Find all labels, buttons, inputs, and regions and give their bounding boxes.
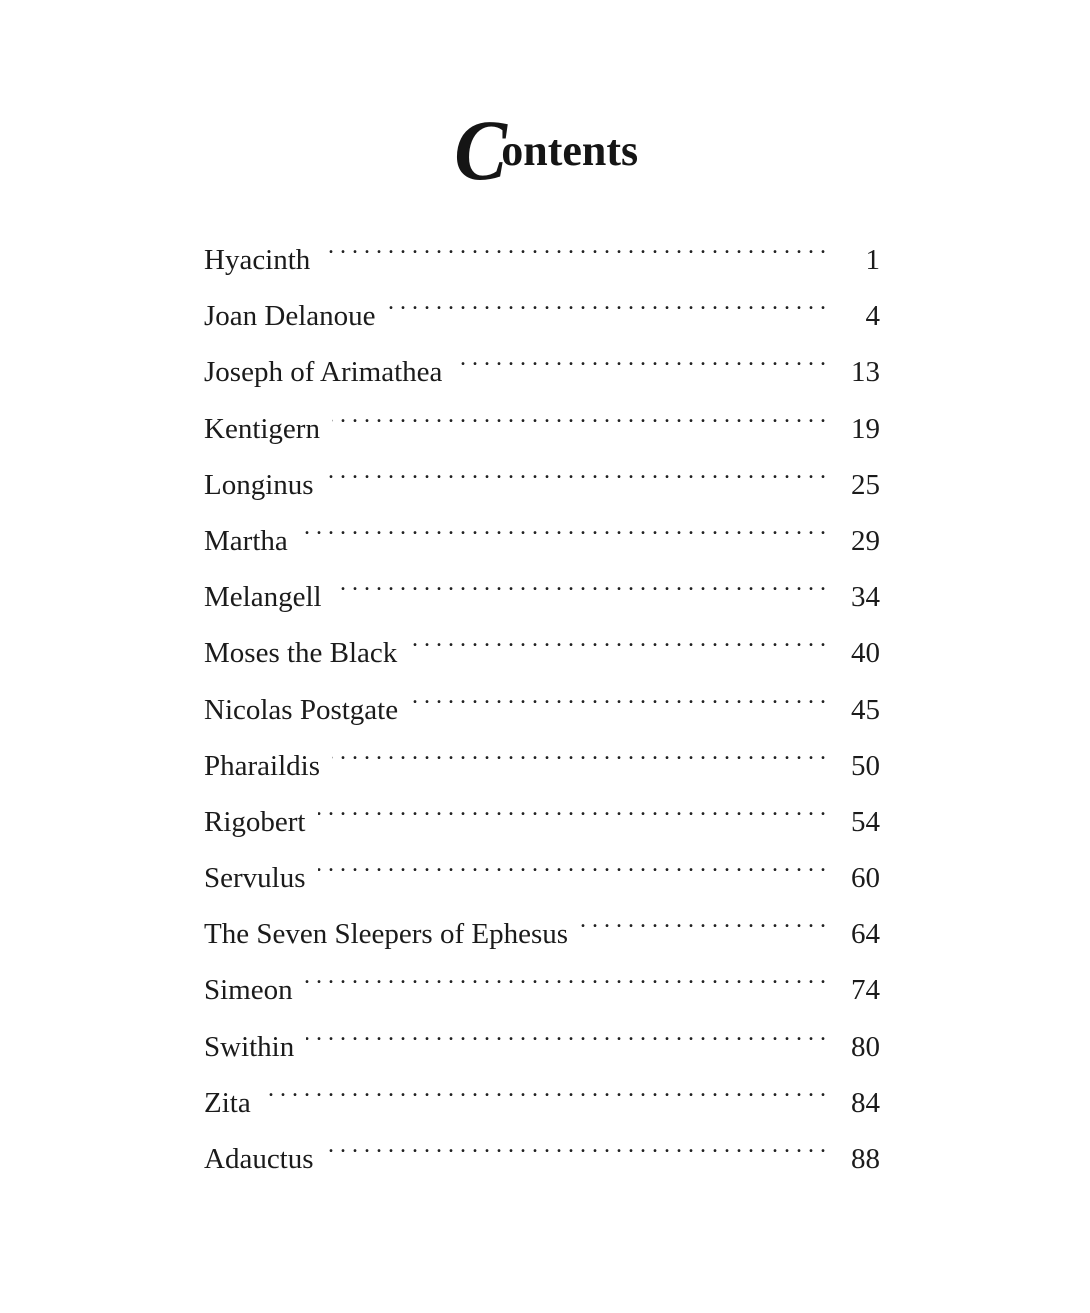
dot-leader (580, 897, 826, 943)
toc-entry-title: Martha (204, 524, 288, 557)
toc-entry-page: 80 (851, 1030, 880, 1063)
toc-entry-page: 84 (851, 1086, 880, 1119)
toc-entry-page: 88 (851, 1143, 880, 1175)
toc-entry-page: 25 (851, 468, 880, 501)
toc-entry-title: Rigobert (204, 805, 306, 838)
toc-entry-page: 4 (865, 300, 880, 333)
toc-entry-title: Zita (204, 1086, 251, 1119)
dot-leader (334, 560, 826, 606)
toc-entry-page: 45 (851, 693, 880, 726)
dot-leader (332, 392, 826, 438)
toc-entry[interactable] (204, 392, 880, 448)
page-title (0, 101, 1090, 199)
dot-leader (410, 673, 826, 719)
toc-entry-title: Swithin (204, 1030, 295, 1063)
dot-leader (409, 616, 826, 662)
toc-entry[interactable] (204, 1010, 880, 1066)
toc-entry[interactable] (204, 785, 880, 841)
dot-leader (306, 1010, 826, 1056)
title-rest: ontents (501, 126, 639, 176)
toc-entry-title: Melangell (204, 581, 322, 614)
toc-entry[interactable] (204, 1122, 880, 1178)
dot-leader (454, 335, 826, 381)
toc-entry-page: 64 (851, 918, 880, 951)
toc-entry[interactable] (204, 504, 880, 560)
toc-entry[interactable] (204, 560, 880, 616)
toc-entry-page: 54 (851, 805, 880, 838)
dot-leader (332, 729, 826, 775)
title-initial: C (454, 102, 507, 199)
toc-entry[interactable] (204, 953, 880, 1009)
toc-entry-page: 1 (865, 244, 880, 276)
toc-entry-title: Joseph of Arimathea (204, 356, 443, 389)
dot-leader (300, 504, 826, 550)
dot-leader (305, 953, 826, 999)
toc-entry-title: Simeon (204, 974, 293, 1007)
toc-entry-title: Moses the Black (204, 637, 398, 670)
toc-entry-page: 29 (851, 524, 880, 557)
dot-leader (326, 448, 826, 494)
dot-leader (263, 1066, 826, 1112)
toc-entry[interactable] (204, 335, 880, 391)
dot-leader (322, 223, 826, 269)
toc-entry-title: Adauctus (204, 1143, 314, 1175)
toc-entry[interactable] (204, 729, 880, 785)
dot-leader (388, 279, 826, 325)
dot-leader (318, 785, 827, 831)
toc-entry[interactable] (204, 279, 880, 335)
toc-entry[interactable] (204, 897, 880, 953)
toc-entry-page: 74 (851, 974, 880, 1007)
toc-entry[interactable] (204, 673, 880, 729)
toc-entry-page: 13 (851, 356, 880, 389)
toc-entry[interactable] (204, 223, 880, 279)
toc-entry-title: Pharaildis (204, 749, 320, 782)
toc-entry-title: Joan Delanoue (204, 300, 376, 333)
toc-entry[interactable] (204, 448, 880, 504)
toc-entry-title: Servulus (204, 862, 306, 895)
toc-entry-page: 34 (851, 581, 880, 614)
dot-leader (326, 1122, 826, 1168)
toc-entry-title: Kentigern (204, 412, 320, 445)
toc-entry-page: 50 (851, 749, 880, 782)
toc-entry-page: 19 (851, 412, 880, 445)
toc-entry-page: 60 (851, 862, 880, 895)
toc-entry[interactable] (204, 616, 880, 672)
toc-entry-title: Longinus (204, 468, 314, 501)
toc-entry-title: Nicolas Postgate (204, 693, 399, 726)
toc-entry-title: Hyacinth (204, 244, 311, 276)
toc-entry-page: 40 (851, 637, 880, 670)
toc-entry[interactable] (204, 841, 880, 897)
dot-leader (318, 841, 827, 887)
toc-entry-title: The Seven Sleepers of Ephesus (204, 918, 569, 951)
toc-entry[interactable] (204, 1066, 880, 1122)
table-of-contents (204, 223, 880, 1178)
